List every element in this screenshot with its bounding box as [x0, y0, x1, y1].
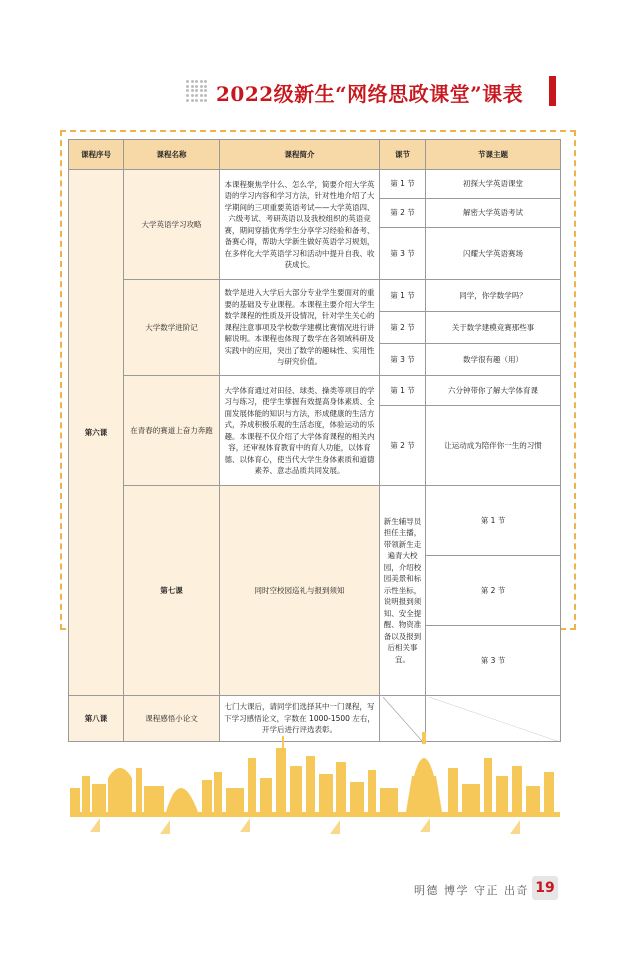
- session-label: 第 1 节: [426, 486, 561, 556]
- column-header: 课程序号: [69, 140, 124, 170]
- session-label: 第 3 节: [426, 626, 561, 696]
- session-topic: 解密大学英语考试: [426, 199, 561, 228]
- course-name: 课程感悟小论文: [124, 696, 220, 742]
- session-topic: 闪耀大学英语赛场: [426, 228, 561, 280]
- column-header: 课程简介: [220, 140, 380, 170]
- page-number: 19: [532, 876, 558, 900]
- session-label: 第 2 节: [380, 199, 426, 228]
- page-title: 2022级新生“网络思政课堂”课表: [216, 82, 524, 106]
- session-label: 第 3 节: [380, 344, 426, 376]
- session-topic: 让运动成为陪伴你一生的习惯: [426, 406, 561, 486]
- course-name: 同时空校园巡礼与报到须知: [220, 486, 380, 696]
- session-label: 第 2 节: [380, 312, 426, 344]
- session-label: 第 2 节: [380, 406, 426, 486]
- course-name: 大学数学进阶记: [124, 280, 220, 376]
- lesson-number: 第七课: [124, 486, 220, 696]
- course-schedule-table: [68, 139, 561, 742]
- session-label: 第 1 节: [380, 376, 426, 406]
- school-motto: 明德 博学 守正 出奇: [414, 884, 529, 897]
- session-topic: 初探大学英语课堂: [426, 170, 561, 199]
- table-row: [69, 280, 561, 312]
- city-skyline-illustration: [70, 728, 560, 838]
- course-intro: 数学是进入大学后大部分专业学生要面对的重要的基础及专业课程。本课程主要介绍大学生数学课程的性质及开设情况，针对学生关心的课程注意事项及学校数学建模比赛情况进行讲解说明。本课程也体现了数学在各领域科研及实践中的应用，突出了数学的趣味性、实用性与研究价值。: [220, 280, 380, 376]
- table-row: [69, 486, 561, 556]
- course-name: 在青春的赛道上奋力奔跑: [124, 376, 220, 486]
- lesson-number: 第六课: [69, 170, 124, 696]
- column-header: 节课主题: [426, 140, 561, 170]
- course-intro: 大学体育通过对田径、球类、操类等项目的学习与练习，使学生掌握有效提高身体素质、全面发展体能的知识与方法，形成健康的生活方式，养成积极乐观的生活态度，体验运动的乐趣。本课程不仅介绍了大学体育课程的相关内容，还审视体育教育中的育人功能，以体育德、以体育心，使当代大学生身体素质和道德素养、意志品质共同发展。: [220, 376, 380, 486]
- course-intro: 本课程聚焦学什么、怎么学，简要介绍大学英语的学习内容和学习方法，针对性地介绍了大学期间的三项重要英语考试——大学英语四、六级考试、考研英语以及我校组织的英语竞赛，期间穿插优秀学生分享学习经验和备考、备赛心得，帮助大学新生做好英语学习规划，在多样化大学英语学习和活动中提升自我、收获成长。: [220, 170, 380, 280]
- session-label: 第 3 节: [380, 228, 426, 280]
- decorative-dots-icon: [186, 80, 208, 102]
- course-intro: 七门大课后，请同学们选择其中一门课程，写下学习感悟论文，字数在 1000-1500 左右，开学后进行评选表彰。: [220, 696, 380, 742]
- session-topic: 关于数学建模竞赛那些事: [426, 312, 561, 344]
- column-header: 课节: [380, 140, 426, 170]
- session-topic: 六分钟带你了解大学体育课: [426, 376, 561, 406]
- course-intro: 新生辅导员担任主播，带领新生走遍青大校园，介绍校园美景和标示性坐标，说明报到须知、安全提醒、物资准备以及报到后相关事宜。: [380, 486, 426, 696]
- table-header-row: [69, 140, 561, 170]
- session-label: 第 1 节: [380, 280, 426, 312]
- session-label: 第 1 节: [380, 170, 426, 199]
- table-row: [69, 376, 561, 406]
- session-topic: 数学很有趣（用）: [426, 344, 561, 376]
- session-label: 第 2 节: [426, 556, 561, 626]
- course-name: 大学英语学习攻略: [124, 170, 220, 280]
- session-topic: 同学，你学数学吗？: [426, 280, 561, 312]
- table-row: [69, 170, 561, 199]
- page-header: [186, 76, 558, 106]
- column-header: 课程名称: [124, 140, 220, 170]
- lesson-number: 第八课: [69, 696, 124, 742]
- title-accent-bar: [549, 76, 556, 106]
